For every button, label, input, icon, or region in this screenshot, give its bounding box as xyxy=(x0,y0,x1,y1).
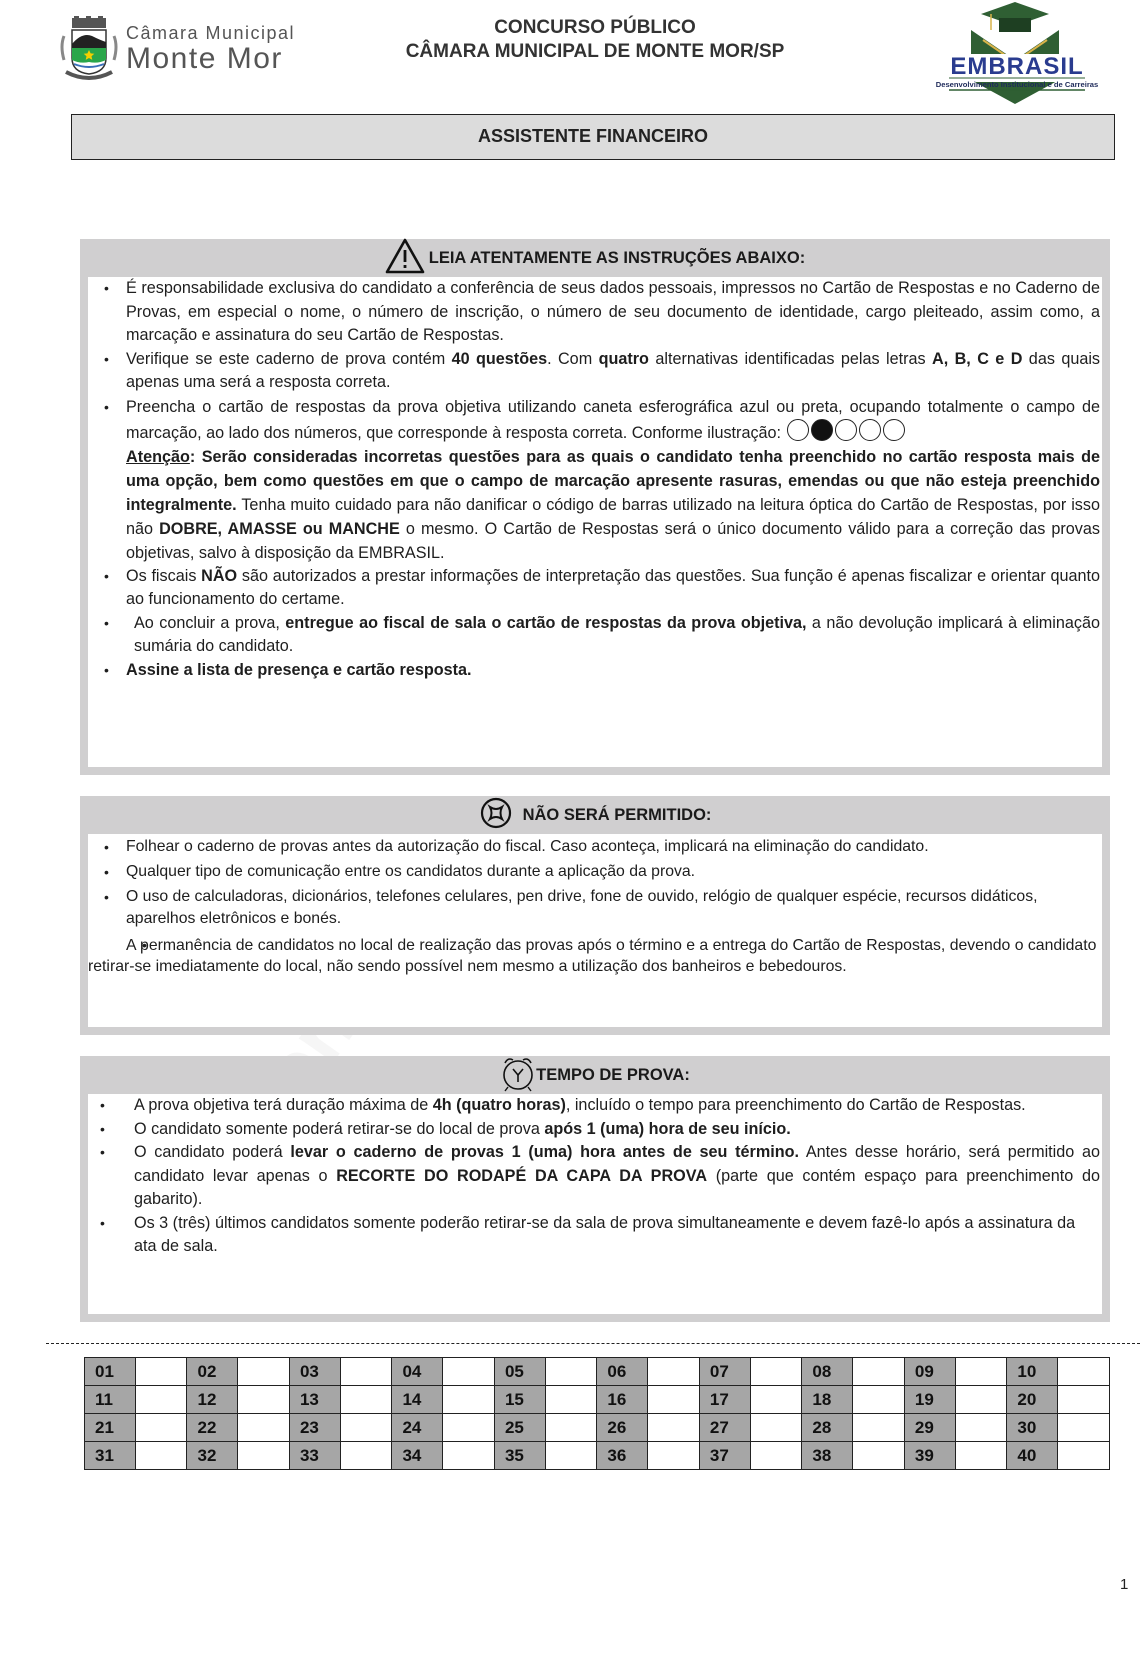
answer-cell[interactable] xyxy=(238,1358,290,1386)
time-item: • O candidato somente poderá retirar-se do local de prova após 1 (uma) hora de seu início. xyxy=(88,1118,1102,1142)
answer-cell[interactable] xyxy=(955,1358,1007,1386)
exam-title-line-2: CÂMARA MUNICIPAL DE MONTE MOR/SP xyxy=(405,41,785,62)
answer-cell[interactable] xyxy=(750,1386,802,1414)
answer-cell[interactable] xyxy=(1058,1358,1110,1386)
answer-cell[interactable] xyxy=(340,1386,392,1414)
answer-cell[interactable] xyxy=(853,1358,905,1386)
answer-cell[interactable] xyxy=(955,1386,1007,1414)
camara-monte-mor-logo xyxy=(58,14,318,84)
answer-cell[interactable] xyxy=(238,1442,290,1470)
empty-bubble-icon xyxy=(835,419,857,441)
exam-time-section xyxy=(80,1056,1110,1322)
answer-cell[interactable] xyxy=(955,1442,1007,1470)
time-item: • Os 3 (três) últimos candidatos somente poderão retirar-se da sala de prova simultaneamente e devem fazê-lo após a assinatura da ata de sala. xyxy=(88,1212,1102,1259)
instruction-item: • Ao concluir a prova, entregue ao fiscal de sala o cartão de respostas da prova objetiva, a não devolução implicará à eliminação sumária do candidato. xyxy=(88,612,1102,659)
answer-bubble-illustration xyxy=(787,419,905,441)
embrasil-logo xyxy=(925,0,1105,104)
prohibited-item: • O uso de calculadoras, dicionários, telefones celulares, pen drive, fone de ouvido, relógio de qualquer espécie, recursos didáticos, aparelhos eletrônicos e bonés. xyxy=(88,886,1102,930)
embrasil-wordmark: EMBRASIL xyxy=(950,53,1084,80)
answer-cell[interactable] xyxy=(648,1414,700,1442)
instruction-item: • Os fiscais NÃO são autorizados a prestar informações de interpretação das questões. Sua função é apenas fiscalizar e orientar quanto ao funcionamento do certame. xyxy=(88,565,1102,612)
instructions-section xyxy=(80,239,1110,775)
answer-cell[interactable] xyxy=(853,1386,905,1414)
answer-cell[interactable] xyxy=(545,1414,597,1442)
answer-row: 01 02 03 04 05 06 07 08 09 10 xyxy=(85,1358,1110,1386)
empty-bubble-icon xyxy=(883,419,905,441)
prohibited-circle-x-icon xyxy=(479,797,513,834)
prohibited-title: NÃO SERÁ PERMITIDO: xyxy=(522,805,712,824)
empty-bubble-icon xyxy=(787,419,809,441)
answer-cell[interactable] xyxy=(1058,1414,1110,1442)
answer-cell[interactable] xyxy=(135,1386,187,1414)
answer-cell[interactable] xyxy=(443,1386,495,1414)
answer-row: 11 12 13 14 15 16 17 18 19 20 xyxy=(85,1386,1110,1414)
answer-cell[interactable] xyxy=(443,1442,495,1470)
instructions-header xyxy=(88,239,1102,277)
prohibited-section xyxy=(80,796,1110,1035)
answer-cell[interactable] xyxy=(135,1414,187,1442)
answer-cell[interactable] xyxy=(443,1414,495,1442)
answer-cell[interactable] xyxy=(135,1358,187,1386)
answer-cell[interactable] xyxy=(545,1442,597,1470)
answer-cell[interactable] xyxy=(648,1386,700,1414)
answer-cell[interactable] xyxy=(1058,1386,1110,1414)
warning-triangle-icon xyxy=(385,238,425,279)
logo-line-1: Câmara Municipal xyxy=(126,23,296,43)
answer-row: 31 32 33 34 35 36 37 38 39 40 xyxy=(85,1442,1110,1470)
time-item: • A prova objetiva terá duração máxima de 4h (quatro horas), incluído o tempo para preenchimento do Cartão de Respostas. xyxy=(88,1094,1102,1118)
alarm-clock-icon xyxy=(500,1054,536,1097)
prohibited-header xyxy=(88,796,1102,834)
answer-cell[interactable] xyxy=(750,1358,802,1386)
page-header xyxy=(0,0,1140,110)
instruction-item: • É responsabilidade exclusiva do candidato a conferência de seus dados pessoais, impressos no Cartão de Respostas e no Caderno de Provas, em especial o nome, o número de inscrição, o número de seu documento de identidade, cargo pleiteado, assim como, a marcação e assinatura do seu Cartão de Respostas. xyxy=(88,277,1102,348)
cut-here-dashed-line xyxy=(46,1343,1140,1344)
answer-cell[interactable] xyxy=(955,1414,1007,1442)
answer-cell[interactable] xyxy=(750,1414,802,1442)
prohibited-item: • Folhear o caderno de provas antes da autorização do fiscal. Caso aconteça, implicará na eliminação do candidato. xyxy=(88,836,1102,858)
logo-line-2: Monte Mor xyxy=(126,42,283,75)
answer-cell[interactable] xyxy=(648,1442,700,1470)
page-number: 1 xyxy=(1120,1576,1129,1593)
prohibited-item: • Qualquer tipo de comunicação entre os candidatos durante a aplicação da prova. xyxy=(88,861,1102,883)
answer-cell[interactable] xyxy=(545,1386,597,1414)
prohibited-item: • A permanência de candidatos no local de realização das provas após o término e a entrega do Cartão de Respostas, devendo o candidato retirar-se imediatamente do local, não sendo possível nem mesmo a utilização dos banheiros e bebedouros. xyxy=(88,935,1102,977)
answer-cell[interactable] xyxy=(443,1358,495,1386)
instruction-item: • Preencha o cartão de respostas da prova objetiva utilizando caneta esferográfica azul ou preta, ocupando totalmente o campo de marcação, ao lado dos números, que corresponde à resposta correta. Conforme ilustração: Atenção: Serão consideradas incorretas questões para as quais o candidato tenha preenchido no cartão resposta mais de uma opção, bem como questões em que o campo de marcação apresente rasuras, emendas ou que não esteja preenchido integralmente. Tenha muito cuidado para não danificar o código de barras utilizado na leitura óptica do Cartão de Respostas, por isso não DOBRE, AMASSE ou MANCHE o mesmo. O Cartão de Respostas será o único documento válido para a correção das provas objetivas, salvo à disposição da EMBRASIL. xyxy=(88,395,1102,565)
answer-cell[interactable] xyxy=(340,1414,392,1442)
answer-cell[interactable] xyxy=(853,1414,905,1442)
answer-cell[interactable] xyxy=(340,1358,392,1386)
answer-cell[interactable] xyxy=(853,1442,905,1470)
time-item: • O candidato poderá levar o caderno de provas 1 (uma) hora antes de seu término. Antes desse horário, será permitido ao candidato levar apenas o RECORTE DO RODAPÉ DA CAPA DA PROVA (parte que contém espaço para preenchimento do gabarito). xyxy=(88,1141,1102,1212)
answer-cell[interactable] xyxy=(1058,1442,1110,1470)
coat-of-arms-icon xyxy=(58,16,120,82)
svg-text:Desenvolvimento Institucional: Desenvolvimento Institucional e de Carreiras xyxy=(935,80,1099,89)
answer-key-grid xyxy=(84,1357,1110,1470)
exam-time-header xyxy=(88,1056,1102,1094)
exam-title-line-1: CONCURSO PÚBLICO xyxy=(494,17,696,38)
exam-time-title: TEMPO DE PROVA: xyxy=(536,1065,690,1084)
answer-row: 21 22 23 24 25 26 27 28 29 30 xyxy=(85,1414,1110,1442)
answer-cell[interactable] xyxy=(545,1358,597,1386)
instructions-title: LEIA ATENTAMENTE AS INSTRUÇÕES ABAIXO: xyxy=(428,248,806,267)
answer-cell[interactable] xyxy=(238,1414,290,1442)
job-role-title: ASSISTENTE FINANCEIRO xyxy=(71,114,1115,160)
filled-bubble-icon xyxy=(811,419,833,441)
answer-cell[interactable] xyxy=(750,1442,802,1470)
answer-cell[interactable] xyxy=(340,1442,392,1470)
answer-cell[interactable] xyxy=(238,1386,290,1414)
empty-bubble-icon xyxy=(859,419,881,441)
answer-cell[interactable] xyxy=(648,1358,700,1386)
answer-cell[interactable] xyxy=(135,1442,187,1470)
instruction-item: • Verifique se este caderno de prova contém 40 questões. Com quatro alternativas identificadas pelas letras A, B, C e D das quais apenas uma será a resposta correta. xyxy=(88,348,1102,395)
instruction-item: • Assine a lista de presença e cartão resposta. xyxy=(88,659,1102,683)
exam-title xyxy=(340,16,850,64)
